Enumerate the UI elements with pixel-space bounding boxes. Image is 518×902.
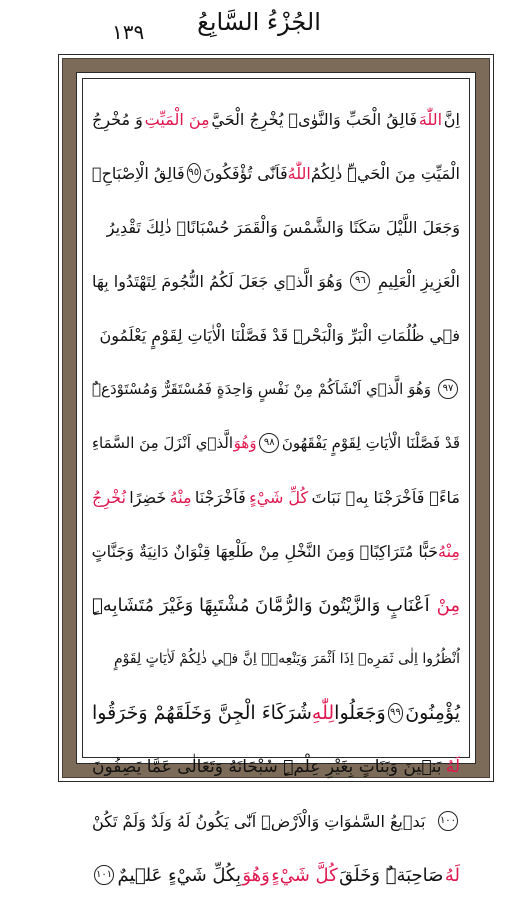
text-line-5: [92, 308, 460, 362]
highlighted-word: كُلَّ شَيْءٍ: [271, 864, 338, 886]
highlighted-word: مِنْ: [436, 594, 460, 616]
line-segment: صَاحِبَةٌۜ وَخَلَقَ: [339, 864, 444, 886]
divine-name: اللّٰهَ: [418, 109, 443, 129]
line-segment: قَدْ فَصَّلْنَا الْاٰيَاتِ لِقَوْمٍ يَفْقَهُونَ: [281, 434, 460, 452]
line-segment: حَبًّا مُتَرَاكِبًاۚ وَمِنَ النَّخْلِ مِنْ طَلْعِهَا قِنْوَانٌ دَانِيَةٌ وَجَنَّاتٍ: [91, 541, 439, 561]
line-segment: الَّذ۪ي اَنْزَلَ مِنَ السَّمَاءِ: [92, 434, 234, 452]
line-segment: وَجَعَلُوا: [334, 702, 386, 724]
line-segment: ف۪ي ظُلُمَاتِ الْبَرِّ وَالْبَحْرِۜ قَدْ فَصَّلْنَا الْاٰيَاتِ لِقَوْمٍ يَعْلَمُونَ: [99, 325, 460, 345]
highlighted-word: لَهُ: [445, 757, 460, 777]
highlighted-word: كُلِّ شَيْءٍ: [249, 487, 309, 507]
line-segment: يُؤْمِنُونَ: [405, 702, 460, 724]
text-line-14: [92, 794, 460, 848]
line-segment: اُنْظُرُوا اِلٰى ثَمَرِه۪ اِذَا اَثْمَرَ وَيَنْعِه۪ۜ اِنَّ ف۪ي ذٰلِكُمْ لَاٰيَاتٍ لِقَوْمٍ: [113, 651, 460, 667]
line-segment: وَ مُخْرِجُ: [92, 109, 143, 129]
line-segment: وَهُوَ الَّذ۪ي اَنْشَاَكُمْ مِنْ نَفْسٍ وَاحِدَةٍ فَمُسْتَقَرٌّ وَمُسْتَوْدَعٌۜ: [92, 380, 431, 398]
line-segment: فَالِقُ الْاِصْبَاحِۚ: [92, 163, 185, 183]
ayah-marker: ٩٩: [388, 703, 404, 723]
line-segment: الْعَزِيزِ الْعَلِيمِ: [377, 271, 460, 291]
text-line-7: [92, 416, 460, 470]
ayah-marker: ١٠٠: [438, 811, 458, 831]
line-segment: بَد۪يعُ السَّمٰوَاتِ وَالْاَرْضِۜ اَنّٰى يَكُونُ لَهُ وَلَدٌ وَلَمْ تَكُنْ: [92, 811, 426, 831]
ayah-marker: ٩٧: [438, 379, 458, 399]
divine-name: لِلّٰهِ: [311, 702, 335, 724]
highlighted-word: لَهُ: [444, 864, 460, 886]
quran-text: [91, 92, 460, 886]
ayah-marker: ٩٦: [350, 271, 370, 291]
text-line-12: [92, 686, 460, 740]
text-line-8: [92, 470, 460, 524]
text-line-13: [92, 740, 460, 794]
text-line-2: [92, 146, 460, 200]
highlighted-word: وَهُوَ: [233, 434, 257, 452]
line-segment: مَاءًۚ فَاَخْرَجْنَا بِه۪ نَبَاتَ: [311, 487, 460, 507]
text-line-10: [92, 578, 460, 632]
line-segment: خَضِرًا: [129, 487, 167, 507]
line-segment: بَن۪ينَ وَبَنَاتٍ بِغَيْرِ عِلْمٍۜ سُبْحَانَهُ وَتَعَالٰى عَمَّا يَصِفُونَ: [92, 757, 442, 777]
text-line-11: [92, 632, 460, 686]
text-line-6: [92, 362, 460, 416]
divine-name: اللّٰهُ: [287, 163, 311, 183]
line-segment: شُرَكَاءَ الْجِنَّ وَخَلَقَهُمْ وَخَرَقُوا: [92, 702, 312, 724]
highlighted-word: مِنَ الْمَيِّتِ: [144, 109, 210, 129]
juz-title: الجُزْءُ السَّابِعُ: [197, 8, 321, 36]
line-segment: وَهُوَ الَّذ۪ي جَعَلَ لَكُمُ النُّجُومَ لِتَهْتَدُوا بِهَا: [92, 271, 343, 291]
line-segment: فَاَنّٰى تُؤْفَكُونَ: [202, 163, 288, 183]
line-segment: اَعْنَابٍ وَالزَّيْتُونَ وَالرُّمَّانَ مُشْتَبِهًا وَغَيْرَ مُتَشَابِهٍۜ: [92, 594, 430, 616]
text-line-3: [92, 200, 460, 254]
line-segment: الْمَيِّتِ مِنَ الْحَيِّۜ ذٰلِكُمُ: [310, 163, 460, 183]
line-segment: بِكُلِّ شَيْءٍ عَل۪يمٌ: [117, 864, 241, 886]
highlighted-word: نُخْرِجُ: [92, 487, 126, 507]
ayah-marker: ٩٥: [187, 163, 201, 183]
highlighted-word: وَهُوَ: [242, 864, 270, 886]
text-line-4: [92, 254, 460, 308]
text-line-9: [92, 524, 460, 578]
line-segment: اِنَّ: [443, 109, 460, 129]
line-segment: فَاَخْرَجْنَا: [194, 487, 246, 507]
highlighted-word: مِنْهُ: [438, 541, 460, 561]
highlighted-word: مِنْهُ: [169, 487, 192, 507]
line-segment: فَالِقُ الْحَبِّ وَالنَّوٰىۜ يُخْرِجُ الْحَيَّ: [211, 109, 418, 129]
text-line-1: [92, 92, 460, 146]
ayah-marker: ٩٨: [259, 433, 279, 453]
line-segment: وَجَعَلَ اللَّيْلَ سَكَنًا وَالشَّمْسَ وَالْقَمَرَ حُسْبَانًاۜ ذٰلِكَ تَقْدِيرُ: [106, 217, 460, 237]
text-line-15: [92, 848, 460, 902]
page-number: ١٣٩: [112, 20, 145, 44]
page-header: [0, 0, 518, 58]
ayah-marker: ١٠١: [94, 865, 114, 885]
